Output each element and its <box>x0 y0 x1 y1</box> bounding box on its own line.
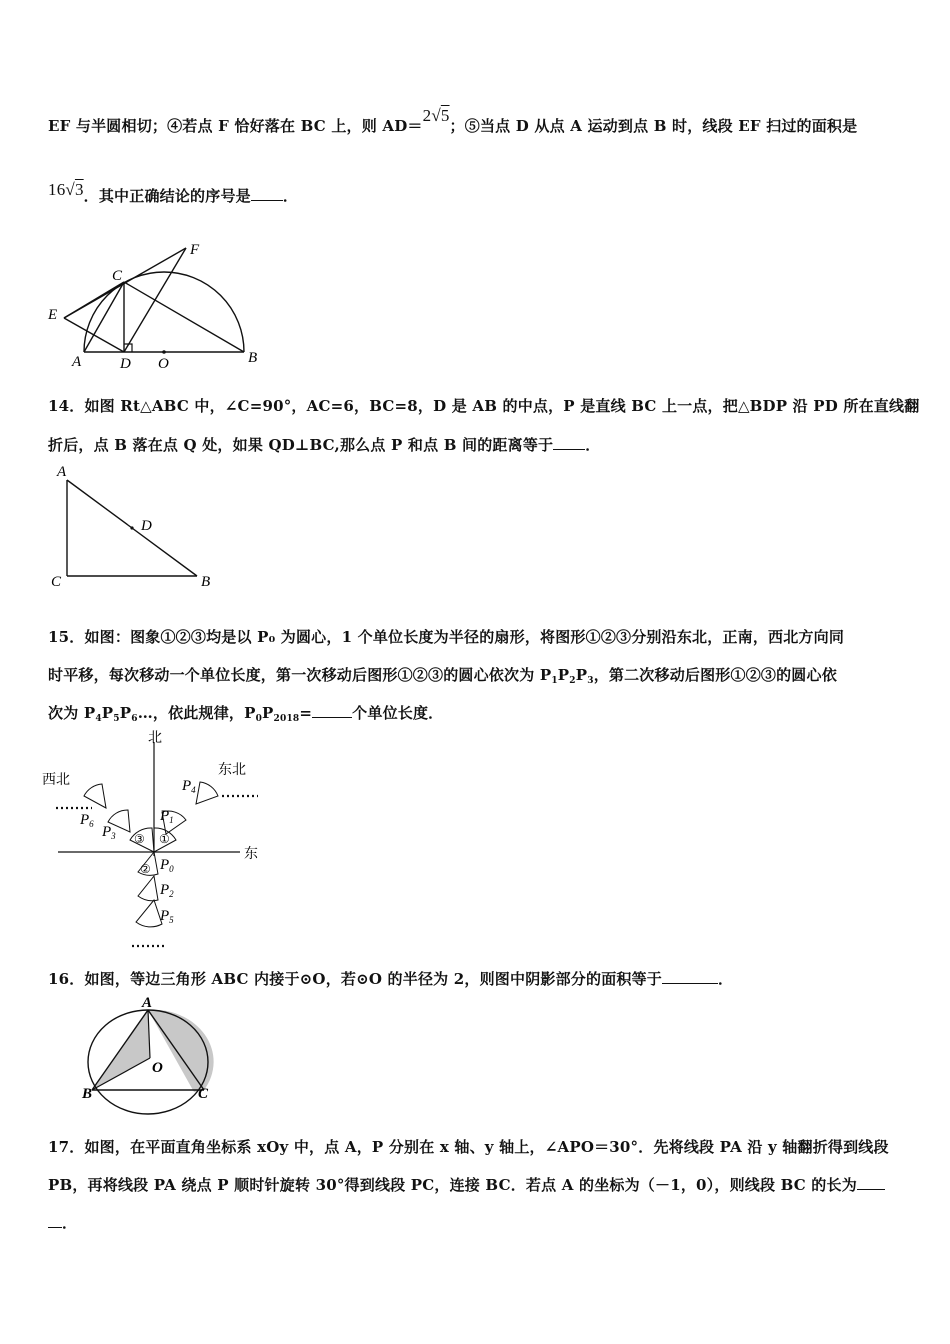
sector-3-at-p6 <box>84 784 106 808</box>
sector-2-at-p2 <box>138 876 158 901</box>
sector-label-1: ① <box>159 832 170 846</box>
q14-line-2: 折后，点 B 落在点 Q 处，如果 QD⊥BC,那么点 P 和点 B 间的距离等于 ． <box>48 436 601 454</box>
label-f: F <box>190 242 200 258</box>
answer-blank <box>312 705 352 718</box>
answer-blank <box>662 971 718 984</box>
label-b: B <box>248 350 258 366</box>
q13-text-a: EF 与半圆相切；④若点 F 恰好落在 BC 上，则 AD＝ <box>48 117 423 135</box>
q13-text-b: ；⑤当点 D 从点 A 运动到点 B 时，线段 EF 扫过的面积是 <box>449 117 858 135</box>
ad-value: 2√5 <box>422 106 450 125</box>
q13-text-c: ．其中正确结论的序号是 <box>83 187 251 205</box>
label-north: 北 <box>148 730 162 746</box>
q14-right-triangle-figure <box>45 460 225 595</box>
label-a: A <box>57 464 67 480</box>
label-p0: $P_0$ <box>160 857 174 874</box>
label-c: C <box>112 268 123 284</box>
label-east: 东 <box>244 846 258 862</box>
q14-line-1: 14．如图 Rt△ABC 中，∠C=90°，AC=6，BC=8，D 是 AB 的中点，P 是直线 BC 上一点，把△BDP 沿 PD 所在直线翻 <box>48 397 920 415</box>
label-p1: $P_1$ <box>160 808 174 825</box>
sector-1-at-p4 <box>196 782 218 804</box>
label-a: A <box>72 354 82 370</box>
answer-blank <box>553 437 585 450</box>
label-p5: $P_5$ <box>160 908 174 925</box>
point-d <box>130 526 133 529</box>
label-e: E <box>48 307 58 323</box>
answer-blank <box>857 1177 885 1190</box>
q13-line-1 <box>48 106 858 136</box>
label-c: C <box>198 1086 209 1102</box>
label-c: C <box>51 574 62 590</box>
q15-line-2: 时平移，每次移动一个单位长度，第一次移动后图形①②③的圆心依次为 $P_1P_2P_3$，第二次移动后图形①②③的圆心依 <box>48 666 837 686</box>
segment-cb <box>124 282 244 352</box>
shaded-segment-ac <box>148 1010 214 1092</box>
q13-line-2: 16√3．其中正确结论的序号是 ． <box>48 180 299 205</box>
label-p2: $P_2$ <box>160 882 174 899</box>
label-p6: $P_6$ <box>80 812 94 829</box>
label-b: B <box>82 1086 93 1102</box>
segment-df <box>124 248 186 352</box>
q15-sector-figure <box>40 728 280 953</box>
label-o: O <box>158 356 169 372</box>
label-northeast: 东北 <box>218 762 246 778</box>
sector-label-2: ② <box>140 862 151 876</box>
label-b: B <box>201 574 211 590</box>
area-value: 16√3 <box>48 180 84 199</box>
sector-3-at-p3 <box>108 810 130 832</box>
q13-semicircle-figure <box>40 230 280 375</box>
q17-line-3: ． <box>48 1212 77 1233</box>
sector-2-at-p5 <box>136 900 162 927</box>
label-p4: $P_4$ <box>182 778 196 795</box>
label-o: O <box>152 1060 163 1076</box>
answer-blank-cont <box>48 1215 62 1228</box>
q17-line-2: PB，再将线段 PA 绕点 P 顺时针旋转 30°得到线段 PC，连接 BC．若点 A 的坐标为（－1，0），则线段 BC 的长为 <box>48 1174 885 1195</box>
label-a: A <box>142 995 153 1011</box>
label-p3: $P_3$ <box>102 824 116 841</box>
label-d: D <box>141 518 152 534</box>
sector-label-3: ③ <box>134 832 145 846</box>
q17-line-1: 17．如图，在平面直角坐标系 xOy 中，点 A，P 分别在 x 轴、y 轴上，∠APO＝30°．先将线段 PA 沿 y 轴翻折得到线段 <box>48 1138 889 1156</box>
answer-blank <box>251 188 283 201</box>
label-northwest: 西北 <box>42 772 70 788</box>
q15-line-3: 次为 $P_4P_5P_6\dots$，依此规律，$P_0P_{2018}=$ 个单位长度． <box>48 704 444 724</box>
q15-line-1: 15．如图：图象①②③均是以 P₀ 为圆心，1 个单位长度为半径的扇形，将图形①②③分别沿东北，正南，西北方向同 <box>48 628 845 646</box>
label-d: D <box>120 356 131 372</box>
q16-line-1: 16．如图，等边三角形 ABC 内接于⊙O，若⊙O 的半径为 2，则图中阴影部分的面积等于 ． <box>48 970 734 988</box>
segment-ac <box>84 282 124 352</box>
point-o <box>162 350 166 354</box>
q16-circle-figure <box>78 996 218 1106</box>
